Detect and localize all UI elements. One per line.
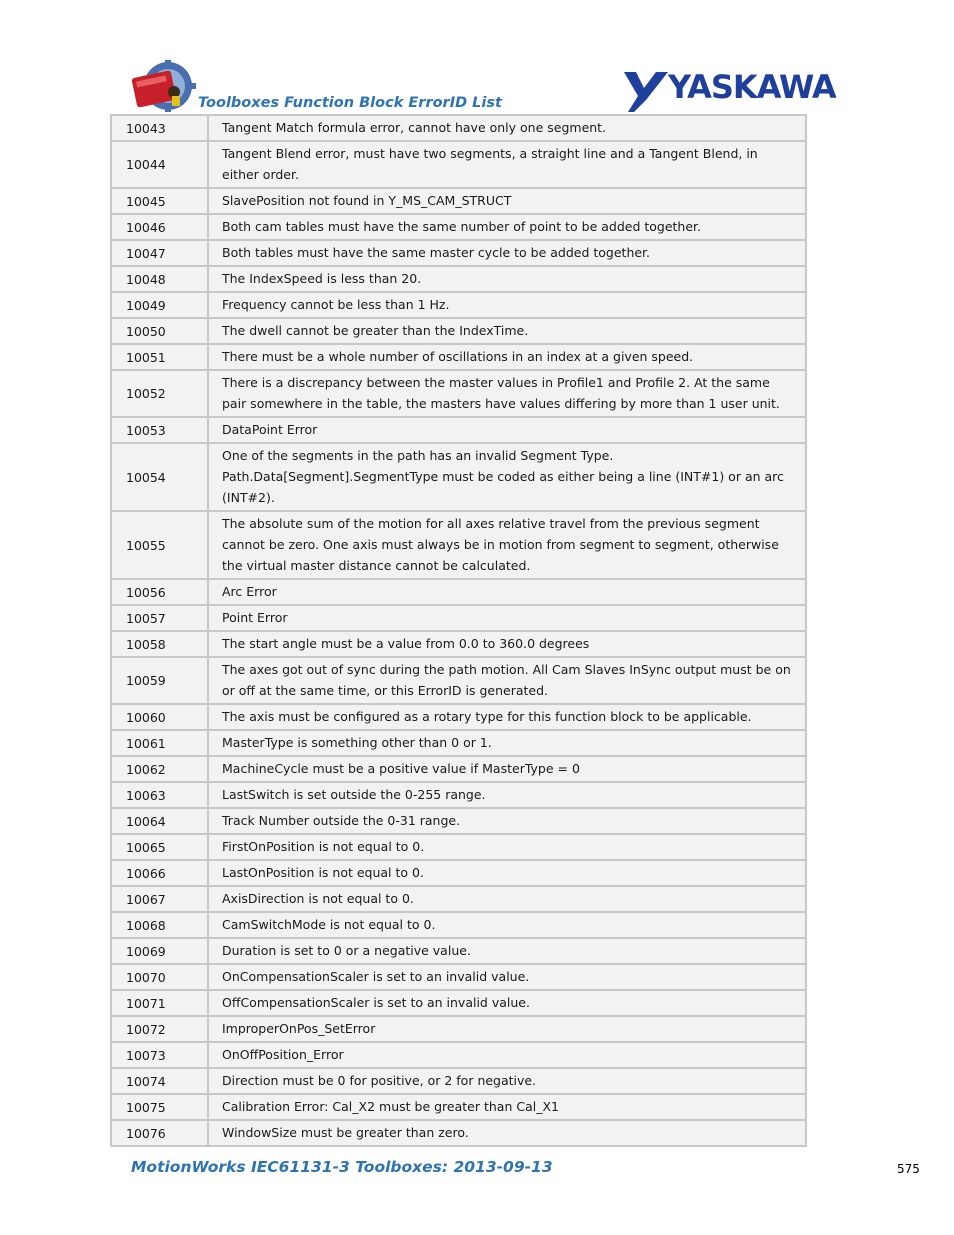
page-number: 575: [897, 1162, 920, 1176]
error-code: 10046: [111, 214, 208, 240]
error-code: 10049: [111, 292, 208, 318]
footer-title: MotionWorks IEC61131-3 Toolboxes: 2013-09-13: [131, 1158, 553, 1176]
error-description: There is a discrepancy between the master values in Profile1 and Profile 2. At the same pair somewhere in the table, the masters have values differing by more than 1 user unit.: [208, 370, 806, 417]
error-code: 10047: [111, 240, 208, 266]
error-code: 10057: [111, 605, 208, 631]
table-row: [111, 1120, 806, 1146]
table-row: [111, 141, 806, 188]
error-code: 10055: [111, 511, 208, 579]
table-row: [111, 1068, 806, 1094]
table-row: [111, 1094, 806, 1120]
error-description: OffCompensationScaler is set to an invalid value.: [208, 990, 806, 1016]
table-row: [111, 631, 806, 657]
brand-wordmark: YASKAWA: [668, 68, 836, 106]
error-description: MasterType is something other than 0 or 1.: [208, 730, 806, 756]
error-description: One of the segments in the path has an invalid Segment Type. Path.Data[Segment].SegmentType must be coded as either being a line (INT#1) or an arc (INT#2).: [208, 443, 806, 511]
error-code: 10069: [111, 938, 208, 964]
error-code: 10044: [111, 141, 208, 188]
table-row: [111, 657, 806, 704]
error-code: 10073: [111, 1042, 208, 1068]
error-code: 10048: [111, 266, 208, 292]
error-code: 10052: [111, 370, 208, 417]
table-row: [111, 417, 806, 443]
error-code: 10070: [111, 964, 208, 990]
error-description: SlavePosition not found in Y_MS_CAM_STRUCT: [208, 188, 806, 214]
table-row: [111, 912, 806, 938]
error-code: 10043: [111, 115, 208, 141]
error-code: 10075: [111, 1094, 208, 1120]
table-row: [111, 990, 806, 1016]
table-row: [111, 115, 806, 141]
error-code: 10074: [111, 1068, 208, 1094]
error-description: The absolute sum of the motion for all axes relative travel from the previous segment cannot be zero. One axis must always be in motion from segment to segment, otherwise the virtual master distance cannot be calculated.: [208, 511, 806, 579]
table-row: [111, 266, 806, 292]
error-code: 10062: [111, 756, 208, 782]
error-description: LastOnPosition is not equal to 0.: [208, 860, 806, 886]
error-code: 10061: [111, 730, 208, 756]
table-row: [111, 860, 806, 886]
table-row: [111, 938, 806, 964]
error-code: 10068: [111, 912, 208, 938]
error-code: 10051: [111, 344, 208, 370]
table-row: [111, 370, 806, 417]
table-row: [111, 318, 806, 344]
table-row: [111, 808, 806, 834]
error-code: 10063: [111, 782, 208, 808]
error-description: Arc Error: [208, 579, 806, 605]
error-code: 10071: [111, 990, 208, 1016]
error-code: 10059: [111, 657, 208, 704]
table-row: [111, 730, 806, 756]
error-code: 10060: [111, 704, 208, 730]
yaskawa-logo: [622, 66, 844, 112]
table-row: [111, 756, 806, 782]
error-description: The dwell cannot be greater than the IndexTime.: [208, 318, 806, 344]
error-description: Duration is set to 0 or a negative value.: [208, 938, 806, 964]
table-row: [111, 704, 806, 730]
error-description: Frequency cannot be less than 1 Hz.: [208, 292, 806, 318]
errorid-table: [110, 114, 807, 1147]
error-code: 10056: [111, 579, 208, 605]
error-code: 10054: [111, 443, 208, 511]
error-description: There must be a whole number of oscillations in an index at a given speed.: [208, 344, 806, 370]
error-description: WindowSize must be greater than zero.: [208, 1120, 806, 1146]
table-row: [111, 292, 806, 318]
table-row: [111, 579, 806, 605]
error-code: 10067: [111, 886, 208, 912]
table-row: [111, 964, 806, 990]
error-description: Both cam tables must have the same number of point to be added together.: [208, 214, 806, 240]
error-description: Direction must be 0 for positive, or 2 for negative.: [208, 1068, 806, 1094]
error-code: 10045: [111, 188, 208, 214]
error-description: The start angle must be a value from 0.0 to 360.0 degrees: [208, 631, 806, 657]
table-row: [111, 511, 806, 579]
table-row: [111, 782, 806, 808]
error-description: LastSwitch is set outside the 0-255 range.: [208, 782, 806, 808]
error-description: The axis must be configured as a rotary type for this function block to be applicable.: [208, 704, 806, 730]
error-code: 10076: [111, 1120, 208, 1146]
table-row: [111, 214, 806, 240]
error-code: 10072: [111, 1016, 208, 1042]
error-description: Point Error: [208, 605, 806, 631]
table-row: [111, 188, 806, 214]
header-title: Toolboxes Function Block ErrorID List: [198, 95, 502, 111]
error-description: Tangent Blend error, must have two segments, a straight line and a Tangent Blend, in either order.: [208, 141, 806, 188]
error-description: ImproperOnPos_SetError: [208, 1016, 806, 1042]
error-code: 10065: [111, 834, 208, 860]
error-description: DataPoint Error: [208, 417, 806, 443]
error-description: The IndexSpeed is less than 20.: [208, 266, 806, 292]
table-row: [111, 1042, 806, 1068]
error-description: Calibration Error: Cal_X2 must be greater than Cal_X1: [208, 1094, 806, 1120]
error-description: OnOffPosition_Error: [208, 1042, 806, 1068]
error-description: Tangent Match formula error, cannot have only one segment.: [208, 115, 806, 141]
table-row: [111, 443, 806, 511]
error-code: 10050: [111, 318, 208, 344]
error-code: 10064: [111, 808, 208, 834]
table-row: [111, 605, 806, 631]
error-description: Track Number outside the 0-31 range.: [208, 808, 806, 834]
table-row: [111, 344, 806, 370]
error-description: OnCompensationScaler is set to an invalid value.: [208, 964, 806, 990]
error-code: 10053: [111, 417, 208, 443]
error-description: FirstOnPosition is not equal to 0.: [208, 834, 806, 860]
error-description: Both tables must have the same master cycle to be added together.: [208, 240, 806, 266]
error-description: AxisDirection is not equal to 0.: [208, 886, 806, 912]
toolbox-logo: [128, 60, 200, 112]
table-row: [111, 240, 806, 266]
table-row: [111, 1016, 806, 1042]
error-description: MachineCycle must be a positive value if MasterType = 0: [208, 756, 806, 782]
error-code: 10066: [111, 860, 208, 886]
table-row: [111, 886, 806, 912]
error-code: 10058: [111, 631, 208, 657]
error-description: CamSwitchMode is not equal to 0.: [208, 912, 806, 938]
error-description: The axes got out of sync during the path motion. All Cam Slaves InSync output must be on or off at the same time, or this ErrorID is generated.: [208, 657, 806, 704]
table-row: [111, 834, 806, 860]
